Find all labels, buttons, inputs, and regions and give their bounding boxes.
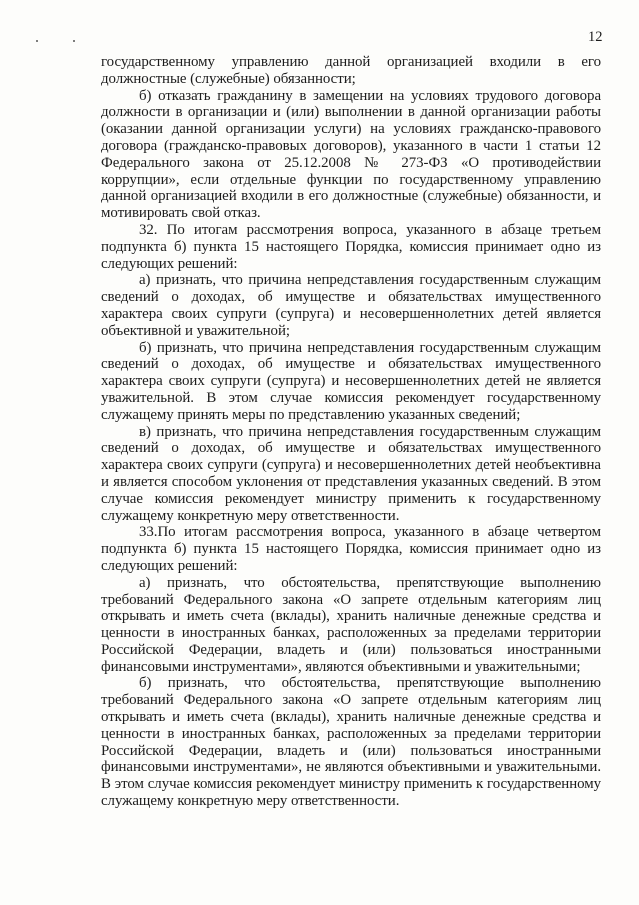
paragraph-32-v: в) признать, что причина непредставления государственным служащим сведений о доходах, об имуществе и обязательствах имущественного характера своих супруги (супруга) и несовершеннолетних детей необъективна и является способом уклонения от представления указанных сведений. В этом случае комиссия рекомендует министру применить к государственному служащему конкретную меру ответственности. (101, 423, 601, 524)
paragraph-32-b: б) признать, что причина непредставления государственным служащим сведений о доходах, об имуществе и обязательствах имущественного характера своих супруги (супруга) и несовершеннолетних детей не является уважительной. В этом случае комиссия рекомендует государственному служащему принять меры по представлению указанных сведений; (101, 339, 601, 423)
scan-speck (73, 40, 75, 42)
paragraph-33-a: а) признать, что обстоятельства, препятствующие выполнению требований Федерального закона «О запрете отдельным категориям лиц открывать и иметь счета (вклады), хранить наличные денежные средства и ценности в иностранных банках, расположенных за пределами территории Российской Федерации, владеть и (или) пользоваться иностранными финансовыми инструментами», являются объективными и уважительными; (101, 574, 601, 675)
paragraph-32-a: а) признать, что причина непредставления государственным служащим сведений о доходах, об имуществе и обязательствах имущественного характера своих супруги (супруга) и несовершеннолетних детей является объективной и уважительной; (101, 272, 601, 339)
scan-speck (36, 40, 38, 42)
page-number: 12 (588, 29, 603, 45)
paragraph-32: 32. По итогам рассмотрения вопроса, указанного в абзаце третьем подпункта б) пункта 15 настоящего Порядка, комиссия принимает одно из следующих решений: (101, 221, 601, 272)
document-body (101, 54, 601, 810)
paragraph-continuation: государственному управлению данной организацией входили в его должностные (служебные) обязанности; (101, 54, 601, 87)
paragraph-31-b: б) отказать гражданину в замещении на условиях трудового договора должности в организации и (или) выполнении в данной организации работы (оказании данной организации услуги) на условиях гражданско-правового договора (гражданско-правовых договоров), указанного в части 1 статьи 12 Федерального закона от 25.12.2008 № 273-ФЗ «О противодействии коррупции», если отдельные функции по государственному управлению данной организацией входили в его должностные (служебные) обязанности, и мотивировать свой отказ. (101, 87, 601, 222)
paragraph-33-b: б) признать, что обстоятельства, препятствующие выполнению требований Федерального закона «О запрете отдельным категориям лиц открывать и иметь счета (вклады), хранить наличные денежные средства и ценности в иностранных банках, расположенных за пределами территории Российской Федерации, владеть и (или) пользоваться иностранными финансовыми инструментами», не являются объективными и уважительными. В этом случае комиссия рекомендует министру применить к государственному служащему конкретную меру ответственности. (101, 675, 601, 810)
paragraph-33: 33.По итогам рассмотрения вопроса, указанного в абзаце четвертом подпункта б) пункта 15 настоящего Порядка, комиссия принимает одно из следующих решений: (101, 524, 601, 574)
